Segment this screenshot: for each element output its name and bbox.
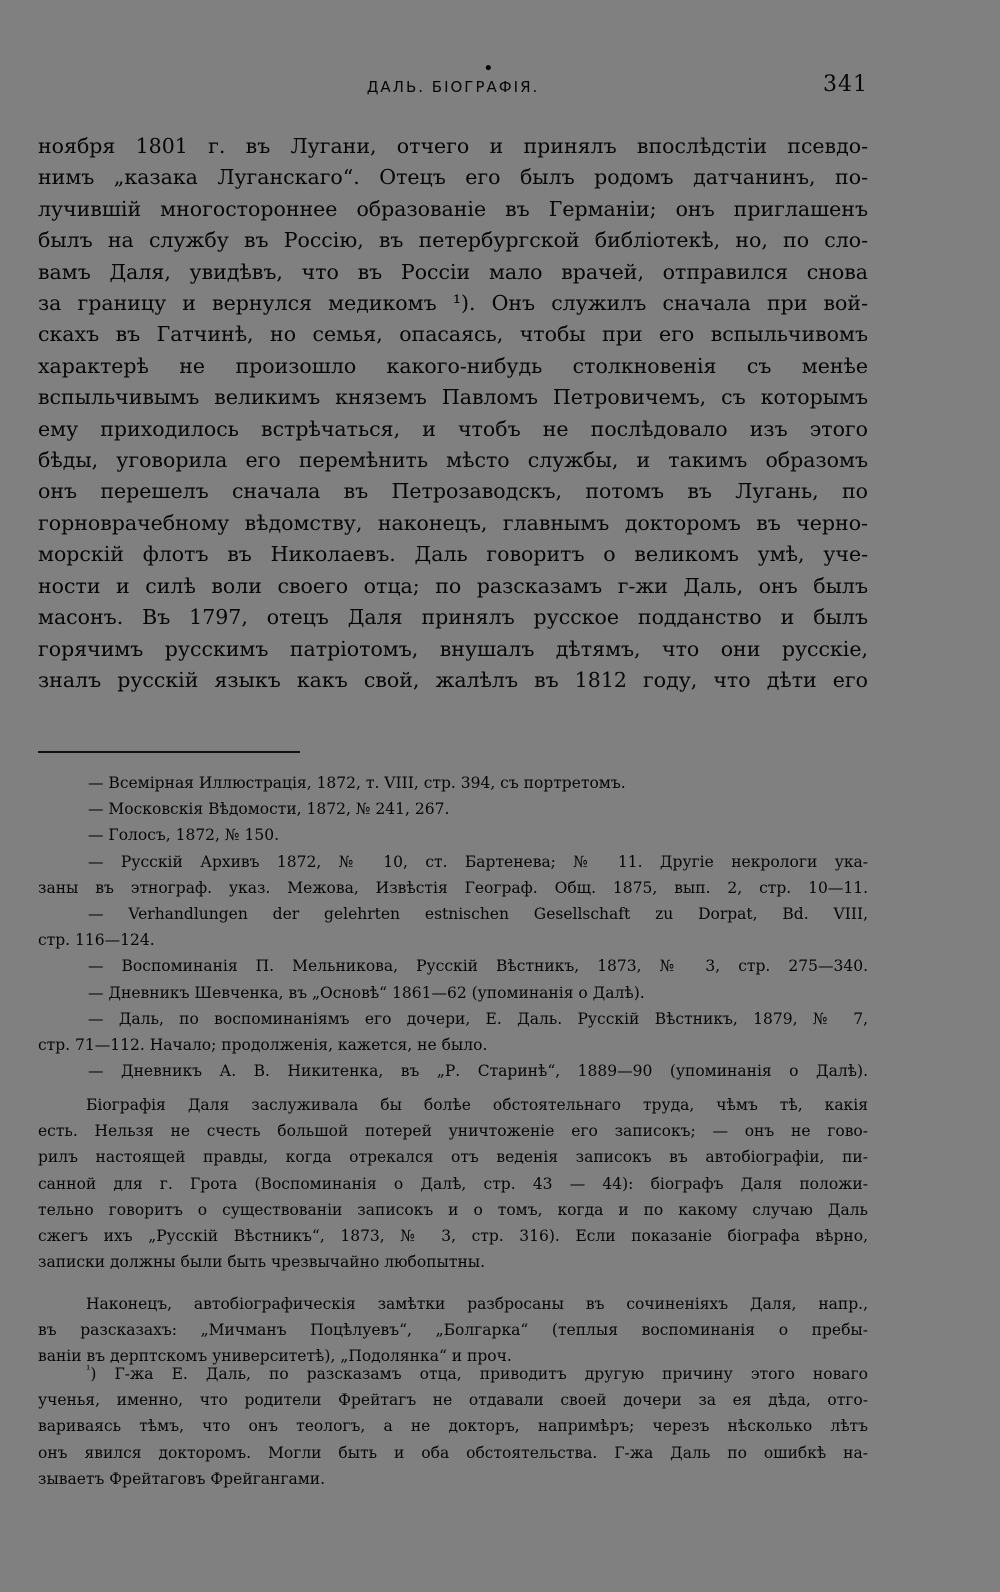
reference-item: стр. 71—112. Начало; продолженія, кажется, не было. [38, 1036, 488, 1055]
footnote-line: зываетъ Фрейтаговъ Фрейгангами. [38, 1469, 326, 1488]
body-line: горноврачебному вѣдомству, наконецъ, главнымъ докторомъ въ черно- [38, 510, 868, 535]
body-line: вамъ Даля, увидѣвъ, что въ Россіи мало врачей, отправился снова [38, 259, 868, 284]
body-line: масонъ. Въ 1797, отецъ Даля принялъ русское подданство и былъ [38, 605, 868, 630]
bio-line: сжегъ ихъ „Русскій Вѣстникъ“, 1873, № 3, стр. 316). Если показаніе біографа вѣрно, [38, 1227, 868, 1246]
body-line: бѣды, уговорила его перемѣнить мѣсто службы, и такимъ образомъ [38, 448, 868, 473]
end-line: ваніи въ дерптскомъ университетѣ), „Подолянка“ и проч. [38, 1347, 512, 1366]
reference-item: — Воспоминанія П. Мельникова, Русскій Вѣстникъ, 1873, № 3, стр. 275—340. [88, 957, 868, 976]
bio-line: есть. Нельзя не счесть большой потерей уничтоженіе его записокъ; — онъ не гово- [38, 1122, 868, 1141]
footnote-divider [38, 751, 300, 753]
footnote-line: онъ явился докторомъ. Могли быть и оба обстоятельства. Г-жа Даль по ошибкѣ на- [38, 1443, 868, 1462]
footnote-mark: ¹ [86, 1362, 91, 1376]
bio-line: записки должны были быть чрезвычайно любопытны. [38, 1253, 486, 1272]
body-line: ему приходилось встрѣчаться, и чтобъ не послѣдовало изъ этого [38, 416, 868, 441]
body-line: нимъ „казака Луганскаго“. Отецъ его былъ родомъ датчанинъ, по- [38, 165, 868, 190]
reference-item: — Русскій Архивъ 1872, № 10, ст. Бартенева; № 11. Другіе некрологи ука- [88, 852, 868, 871]
bio-line: рилъ настоящей правды, когда отрекался отъ веденія записокъ въ автобіографіи, пи- [38, 1148, 868, 1167]
footnote-text: ) Г-жа Е. Даль, по разсказамъ отца, приводитъ другую причину этого новаго [90, 1365, 868, 1383]
bio-line: тельно говоритъ о существованіи записокъ и о томъ, когда и по какому случаю Даль [38, 1200, 868, 1219]
footnote-line: вариваясь тѣмъ, что онъ теологъ, а не докторъ, напримѣръ; черезъ нѣсколько лѣтъ [38, 1417, 868, 1436]
reference-item: — Московскія Вѣдомости, 1872, № 241, 267. [88, 800, 450, 819]
reference-item: — Дневникъ А. В. Никитенка, въ „Р. Старинѣ“, 1889—90 (упоминанія о Далѣ). [88, 1062, 868, 1081]
body-line: лучившій многостороннее образованіе въ Германіи; онъ приглашенъ [38, 196, 868, 221]
body-line: горячимъ русскимъ патріотомъ, внушалъ дѣтямъ, что они русскіе, [38, 636, 868, 661]
reference-item: — Голосъ, 1872, № 150. [88, 826, 280, 845]
reference-item: — Даль, по воспоминаніямъ его дочери, Е. Даль. Русскій Вѣстникъ, 1879, № 7, [88, 1009, 868, 1028]
body-line: ноября 1801 г. въ Лугани, отчего и принялъ впослѣдстіи псевдо- [38, 134, 868, 158]
footnote-line: ученья, именно, что родители Фрейтагъ не отдавали своей дочери за ея дѣда, отго- [38, 1391, 868, 1410]
body-line: зналъ русскій языкъ какъ свой, жалѣлъ въ 1812 году, что дѣти его [38, 667, 868, 692]
body-line: скахъ въ Гатчинѣ, но семья, опасаясь, чтобы при его вспыльчивомъ [38, 322, 868, 347]
body-line: за границу и вернулся медикомъ ¹). Онъ служилъ сначала при вой- [38, 291, 868, 316]
body-line: ности и силѣ воли своего отца; по разсказамъ г-жи Даль, онъ былъ [38, 573, 868, 598]
body-line: вспыльчивымъ великимъ княземъ Павломъ Петровичемъ, съ которымъ [38, 385, 868, 410]
header-title: ДАЛЬ. БІОГРАФІЯ. [366, 78, 540, 96]
footnote [38, 1361, 868, 1492]
footnote-line [38, 1361, 868, 1387]
bio-line: Біографія Даля заслуживала бы болѣе обстоятельнаго труда, чѣмъ тѣ, какія [86, 1096, 868, 1114]
reference-item: стр. 116—124. [38, 931, 155, 950]
references-list [38, 770, 868, 1084]
header-dot: • [483, 58, 494, 79]
bio-line: санной для г. Грота (Воспоминанія о Далѣ, стр. 43 — 44): біографъ Даля положи- [38, 1174, 868, 1193]
body-line: былъ на службу въ Россію, въ петербургской библіотекѣ, но, по сло- [38, 228, 868, 253]
body-line: характерѣ не произошло какого-нибудь столкновенія съ менѣе [38, 353, 868, 378]
reference-item: — Дневникъ Шевченка, въ „Основѣ“ 1861—62 (упоминанія о Далѣ). [88, 983, 645, 1002]
page-number: 341 [823, 72, 868, 97]
autobiography-paragraph [38, 1291, 868, 1370]
main-body-text [38, 131, 868, 696]
reference-item: заны въ этнограф. указ. Межова, Извѣстія Географ. Общ. 1875, вып. 2, стр. 10—11. [38, 878, 868, 897]
running-header [38, 58, 868, 104]
end-line: въ разсказахъ: „Мичманъ Поцѣлуевъ“, „Болгарка“ (теплыя воспоминанія о пребы- [38, 1321, 868, 1340]
reference-item: — Verhandlungen der gelehrten estnischen Gesellschaft zu Dorpat, Bd. VIII, [88, 905, 868, 924]
end-line: Наконецъ, автобіографическія замѣтки разбросаны въ сочиненіяхъ Даля, напр., [86, 1295, 868, 1313]
biography-paragraph [38, 1092, 868, 1275]
body-line: морскій флотъ въ Николаевъ. Даль говоритъ о великомъ умѣ, уче- [38, 542, 868, 567]
body-line: онъ перешелъ сначала въ Петрозаводскъ, потомъ въ Лугань, по [38, 479, 868, 504]
reference-item: — Всемірная Иллюстрація, 1872, т. VIII, стр. 394, съ портретомъ. [88, 774, 626, 792]
